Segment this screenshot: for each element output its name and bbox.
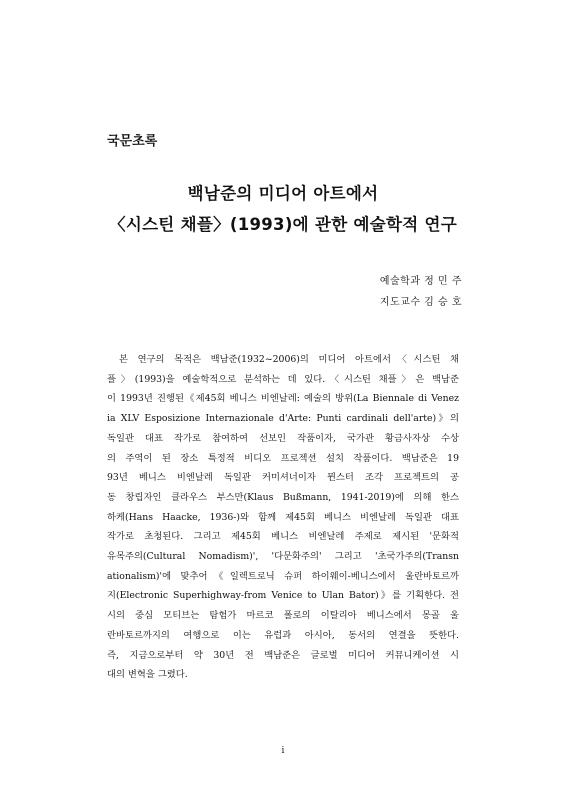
abstract-line: 유목주의(Cultural Nomadism)', '다문화주의' 그리고 '초국가주의(Transn — [107, 551, 459, 563]
abstract-line: 이 1993년 진행된《제45회 베니스 비엔날레: 예술의 방위(La Biennale di Venez — [107, 393, 459, 405]
abstract-line: 독일관 대표 작가로 참여하여 선보인 작품이자, 국가관 황금사자상 수상 — [107, 432, 459, 444]
abstract-line: 본 연구의 목적은 백남준(1932~2006)의 미디어 아트에서〈시스틴 채 — [119, 354, 459, 365]
section-label: 국문초록 — [107, 134, 158, 149]
abstract-line: 의 주역이 된 장소 특정적 비디오 프로젝션 설치 작품이다. 백남준은 19 — [107, 452, 459, 464]
abstract-line: 즉, 지금으로부터 약 30년 전 백남준은 글로벌 미디어 커뮤니케이션 시 — [107, 649, 459, 661]
advisor-name: 지도교수 김 승 호 — [379, 297, 462, 308]
thesis-title-line-2: 〈시스틴 채플〉(1993)에 관한 예술학적 연구 — [109, 215, 457, 234]
abstract-line: 하케(Hans Haacke, 1936-)와 함께 제45회 베니스 비엔날레 독일관 대표 — [107, 511, 459, 523]
abstract-body — [107, 350, 459, 685]
author-department-name: 예술학과 정 민 주 — [379, 276, 462, 287]
abstract-line: 플〉(1993)을 예술학적으로 분석하는 데 있다.〈시스틴 채플〉은 백남준 — [107, 373, 459, 385]
abstract-line: ationalism)'에 맞추어《일렉트로닉 슈퍼 하이웨이-베니스에서 울란바토르까 — [107, 570, 459, 582]
abstract-line: 란바토르까지의 여행으로 이는 유럽과 아시아, 동서의 연결을 뜻한다. — [107, 629, 459, 641]
abstract-line: 동 창립자인 클라우스 부스만(Klaus Bußmann, 1941-2019)에 의해 한스 — [107, 491, 459, 503]
abstract-line: 대의 변혁을 그렸다. — [107, 669, 188, 681]
abstract-line: 93년 베니스 비엔날레 독일관 커미셔너이자 뮌스터 조각 프로젝트의 공 — [107, 472, 459, 484]
abstract-line: ia XLV Esposizione Internazionale d'Arte: Punti cardinali dell'arte)》의 — [107, 413, 459, 425]
abstract-line: 작가로 초청된다. 그리고 제45회 베니스 비엔날레 주제로 제시된 '문화적 — [107, 531, 459, 543]
page-number: i — [281, 746, 285, 756]
abstract-line: 시의 중심 모티브는 탐험가 마르코 폴로의 이탈리아 베니스에서 몽골 울 — [107, 610, 459, 622]
thesis-title-line-1: 백남준의 미디어 아트에서 — [187, 184, 379, 203]
abstract-line: 지(Electronic Superhighway-from Venice to Ulan Bator)》를 기획한다. 전 — [107, 590, 459, 602]
